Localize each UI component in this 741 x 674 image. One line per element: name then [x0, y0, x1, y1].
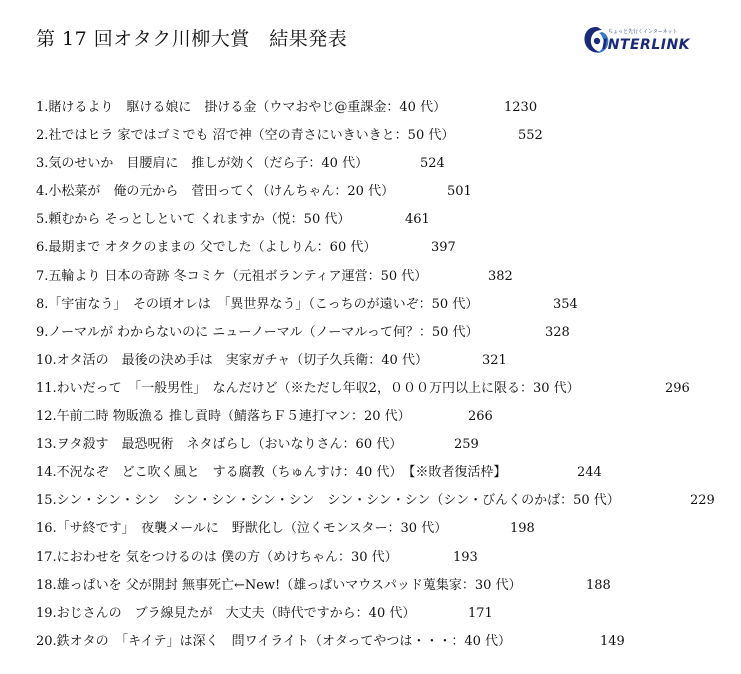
vote-count: 524 [420, 156, 445, 172]
vote-count: 229 [690, 493, 715, 509]
result-row [36, 403, 620, 431]
senryu-entry: 3.気のせいか 目腰肩に 推しが効く（だら子：40 代） [36, 156, 369, 172]
logo-tagline: ちょっと先行くインターネット [608, 29, 678, 35]
result-row [36, 263, 620, 291]
senryu-entry: 17.におわせを 気をつけるのは 僕の方（めけちゃん：30 代） [36, 549, 398, 565]
vote-count: 501 [447, 184, 472, 200]
result-row [36, 347, 620, 375]
result-row [36, 150, 620, 178]
vote-count: 296 [665, 380, 690, 396]
result-row [36, 234, 620, 262]
senryu-entry: 19.おじさんの ブラ線見たが 大丈夫（時代ですから：40 代） [36, 605, 416, 621]
senryu-entry: 11.わいだって 「一般男性」 なんだけど（※ただし年収2，０００万円以上に限る：30 代） [36, 380, 580, 396]
senryu-entry: 2.社ではヒラ 家ではゴミでも 沼で神（空の青さにいきいきと：50 代） [36, 128, 455, 144]
vote-count: 1230 [504, 100, 538, 115]
result-row [36, 431, 620, 459]
senryu-entry: 5.頼むから そっとしといて くれますか（悦：50 代） [36, 212, 351, 228]
result-row [36, 122, 620, 150]
result-row [36, 628, 625, 656]
vote-count: 354 [553, 296, 578, 312]
senryu-entry: 12.午前二時 物販漁る 推し貢時（鯖落ちＦ５連打マン：20 代） [36, 409, 411, 425]
senryu-entry: 13.ヲタ殺す 最恐呪術 ネタばらし（おいなりさん：60 代） [36, 437, 403, 453]
result-row [36, 375, 690, 403]
vote-count: 188 [586, 577, 611, 593]
senryu-entry: 9.ノーマルが わからないのに ニューノーマル（ノーマルって何？：50 代） [36, 324, 479, 340]
vote-count: 244 [577, 465, 602, 481]
vote-count: 552 [518, 128, 543, 144]
senryu-entry: 20.鉄オタの 「キイテ」は深く 問ワイライト（オタってやつは・・・：40 代） [36, 633, 512, 649]
vote-count: 321 [482, 352, 507, 368]
logo-wordmark: INTERLINK [602, 37, 691, 53]
senryu-entry: 7.五輪より 日本の奇跡 冬コミケ（元祖ボランティア運営：50 代） [36, 268, 428, 284]
vote-count: 397 [431, 240, 456, 256]
interlink-logo [582, 24, 702, 60]
senryu-entry: 8.「宇宙なう」 その頃オレは 「異世界なう」（こっちのが遠いぞ：50 代） [36, 296, 479, 312]
senryu-entry: 15.シン・シン・シン シン・シン・シン・シン シン・シン・シン（シン・びんくのかば：50 代） [36, 493, 620, 509]
vote-count: 193 [453, 549, 478, 565]
senryu-entry: 4.小松菜が 俺の元から 菅田ってく（けんちゃん：20 代） [36, 184, 395, 200]
result-row [36, 178, 620, 206]
senryu-entry: 14.不況なぞ どこ吹く風と する腐教（ちゅんすけ：40 代） 【※敗者復活枠】 [36, 465, 507, 481]
result-row [36, 291, 620, 319]
result-row [36, 544, 620, 572]
vote-count: 149 [600, 633, 625, 649]
result-row [36, 459, 620, 487]
result-row [36, 319, 620, 347]
vote-count: 171 [468, 605, 493, 621]
result-row [36, 572, 620, 600]
senryu-entry: 1.賭けるより 駆ける娘に 掛ける金（ウマおやじ@重課金：40 代） [36, 100, 447, 115]
vote-count: 382 [488, 268, 513, 284]
vote-count: 266 [468, 409, 493, 425]
results-list [36, 94, 715, 656]
result-row [36, 515, 620, 543]
result-row [36, 94, 620, 122]
senryu-entry: 10.オタ活の 最後の決め手は 実家ガチャ（切子久兵衛：40 代） [36, 352, 428, 368]
vote-count: 198 [510, 521, 535, 537]
result-row [36, 600, 620, 628]
senryu-entry: 6.最期まで オタクのままの 父でした（よしりん：60 代） [36, 240, 377, 256]
page-title: 第 17 回オタク川柳大賞 結果発表 [36, 28, 348, 50]
vote-count: 461 [405, 212, 430, 228]
vote-count: 259 [454, 437, 479, 453]
result-row [36, 206, 620, 234]
senryu-entry: 18.雄っぱいを 父が開封 無事死亡←New!（雄っぱいマウスパッド蒐集家：30 代） [36, 577, 522, 593]
senryu-entry: 16.「サ終です」 夜襲メールに 野獣化し（泣くモンスター：30 代） [36, 521, 448, 537]
vote-count: 328 [545, 324, 570, 340]
result-row [36, 487, 715, 515]
